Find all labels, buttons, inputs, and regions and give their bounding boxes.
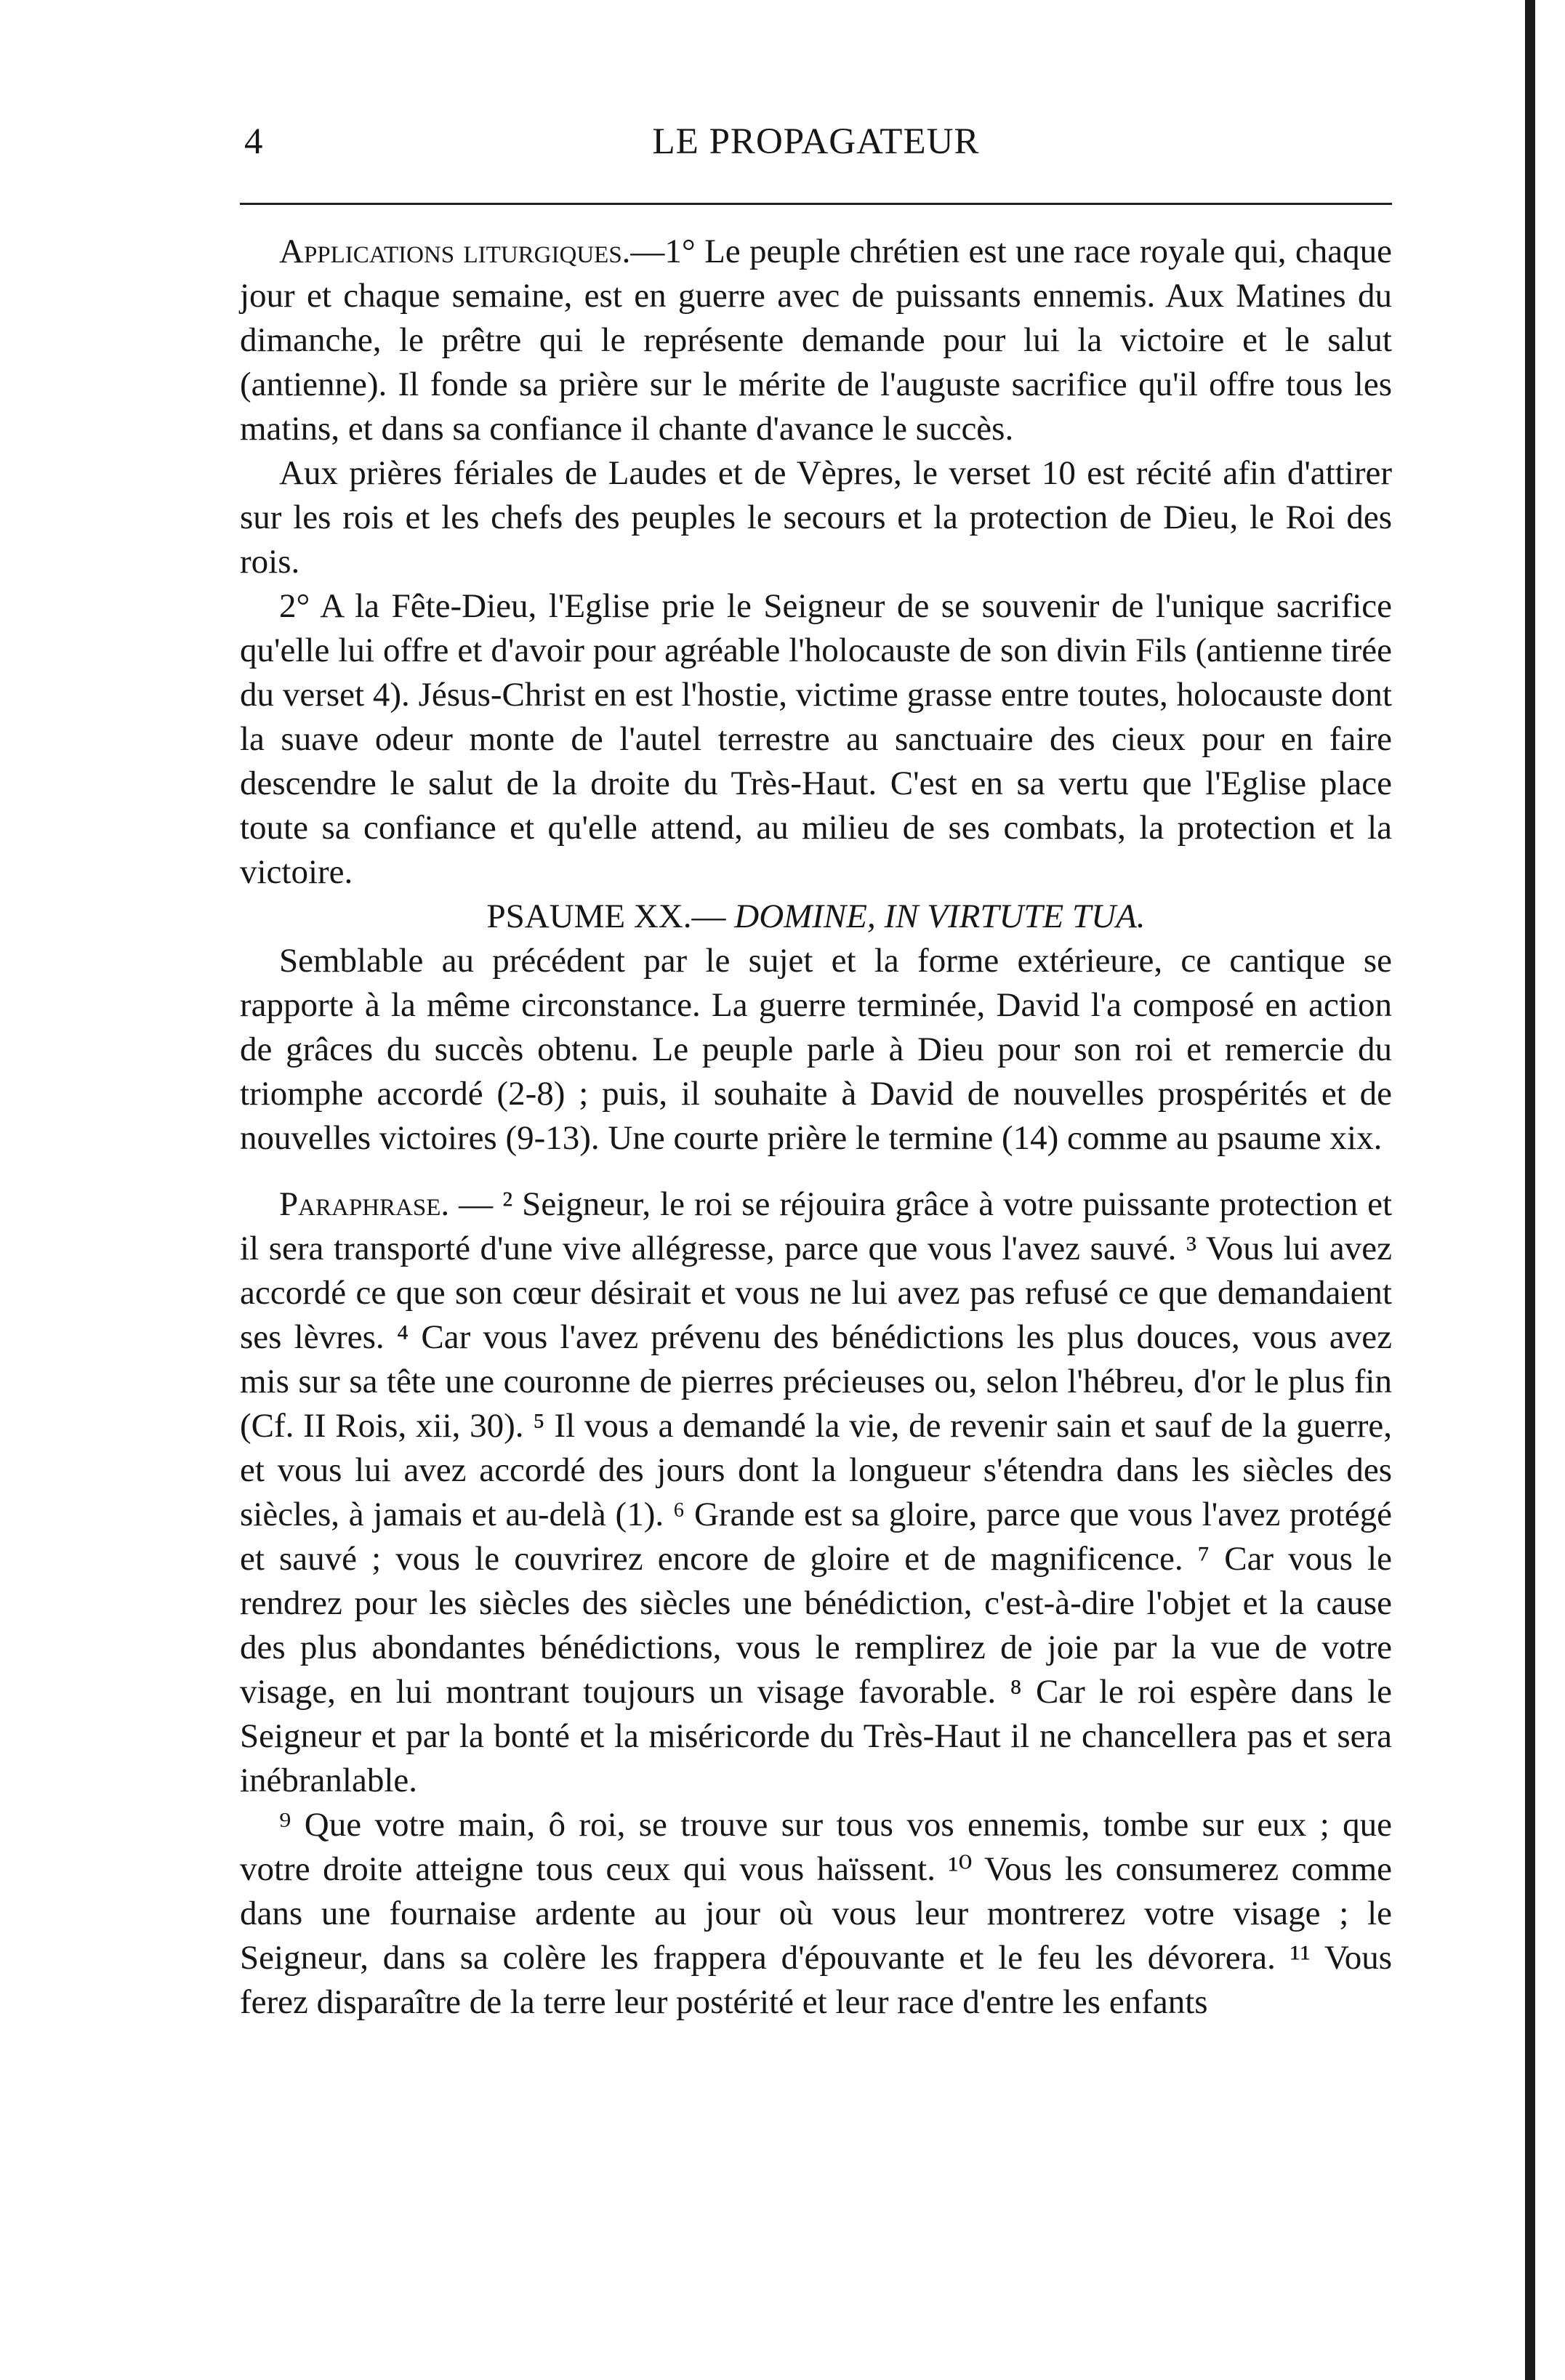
liturgical-applications-paragraph: [240, 230, 1392, 451]
paraphrase-text: — ² Seigneur, le roi se réjouira grâce à votre puissante protection et il sera transporté d'une vive allégresse, parce que vous l'avez sauvé. ³ Vous lui avez accordé ce que son cœur désirait et vous ne lui avez pas refusé ce que demandaient ses lèvres. ⁴ Car vous l'avez prévenu des bénédictions les plus douces, vous avez mis sur sa tête une couronne de pierres précieuses ou, selon l'hébreu, d'or le plus fin (Cf. II Rois, xii, 30). ⁵ Il vous a demandé la vie, de revenir sain et sauf de la guerre, et vous lui avez accordé des jours dont la longueur s'étendra dans les siècles des siècles, à jamais et au-delà (1). ⁶ Grande est sa gloire, parce que vous l'avez protégé et sauvé ; vous le couvrirez encore de gloire et de magnificence. ⁷ Car vous le rendrez pour les siècles des siècles une bénédiction, c'est-à-dire l'objet et la cause des plus abondantes bénédictions, vous le remplirez de joie par la vue de votre visage, en lui montrant toujours un visage favorable. ⁸ Car le roi espère dans le Seigneur et par la bonté et la miséricorde du Très-Haut il ne chancellera pas et sera inébranlable.: [240, 1185, 1392, 1799]
fete-dieu-paragraph: 2° A la Fête-Dieu, l'Eglise prie le Seigneur de se souvenir de l'unique sacrifice qu'elle lui offre et d'avoir pour agréable l'holocauste de son divin Fils (antienne tirée du verset 4). Jésus-Christ en est l'hostie, victime grasse entre toutes, holocauste dont la suave odeur monte de l'autel terrestre au sanctuaire des cieux pour en faire descendre le salut de la droite du Très-Haut. C'est en sa vertu que l'Eglise place toute sa confiance et qu'elle attend, au milieu de ses combats, la protection et la victoire.: [240, 587, 1392, 891]
psalm-heading: [240, 895, 1392, 939]
header-rule: [240, 203, 1392, 205]
book-page: [240, 120, 1392, 2025]
page-body: [240, 230, 1392, 2025]
psalm-number: PSAUME XX.—: [486, 897, 735, 935]
page-number: 4: [244, 121, 263, 162]
liturgical-applications-text: —1° Le peuple chrétien est une race royale qui, chaque jour et chaque semaine, est en guerre avec de puissants ennemis. Aux Matines du dimanche, le prêtre qui le représente demande pour lui la victoire et le salut (antienne). Il fonde sa prière sur le mérite de l'auguste sacrifice qu'il offre tous les matins, et dans sa confiance il chante d'avance le succès.: [240, 233, 1392, 448]
liturgical-applications-label: Applications liturgiques.: [279, 233, 631, 270]
page-edge-shadow: [1525, 0, 1535, 2380]
paraphrase-label: Paraphrase.: [279, 1185, 450, 1223]
running-head: [240, 120, 1392, 164]
psalm-introduction-paragraph: Semblable au précédent par le sujet et la forme extérieure, ce cantique se rapporte à la même circonstance. La guerre terminée, David l'a composé en action de grâces du succès obtenu. Le peuple parle à Dieu pour son roi et remercie du triomphe accordé (2-8) ; puis, il souhaite à David de nouvelles prospérités et de nouvelles victoires (9-13). Une courte prière le termine (14) comme au psaume xix.: [240, 942, 1392, 1157]
psalm-incipit: DOMINE, IN VIRTUTE TUA.: [734, 897, 1146, 935]
paraphrase-continuation-paragraph: ⁹ Que votre main, ô roi, se trouve sur tous vos ennemis, tombe sur eux ; que votre droite atteigne tous ceux qui vous haïssent. ¹⁰ Vous les consumerez comme dans une fournaise ardente au jour où vous leur montrerez votre visage ; le Seigneur, dans sa colère les frappera d'épouvante et le feu les dévorera. ¹¹ Vous ferez disparaître de la terre leur postérité et leur race d'entre les enfants: [240, 1806, 1392, 2021]
paraphrase-paragraph: [240, 1182, 1392, 1803]
ferial-prayers-paragraph: Aux prières fériales de Laudes et de Vèpres, le verset 10 est récité afin d'attirer sur les rois et les chefs des peuples le secours et la protection de Dieu, le Roi des rois.: [240, 454, 1392, 581]
running-title: LE PROPAGATEUR: [652, 121, 980, 162]
